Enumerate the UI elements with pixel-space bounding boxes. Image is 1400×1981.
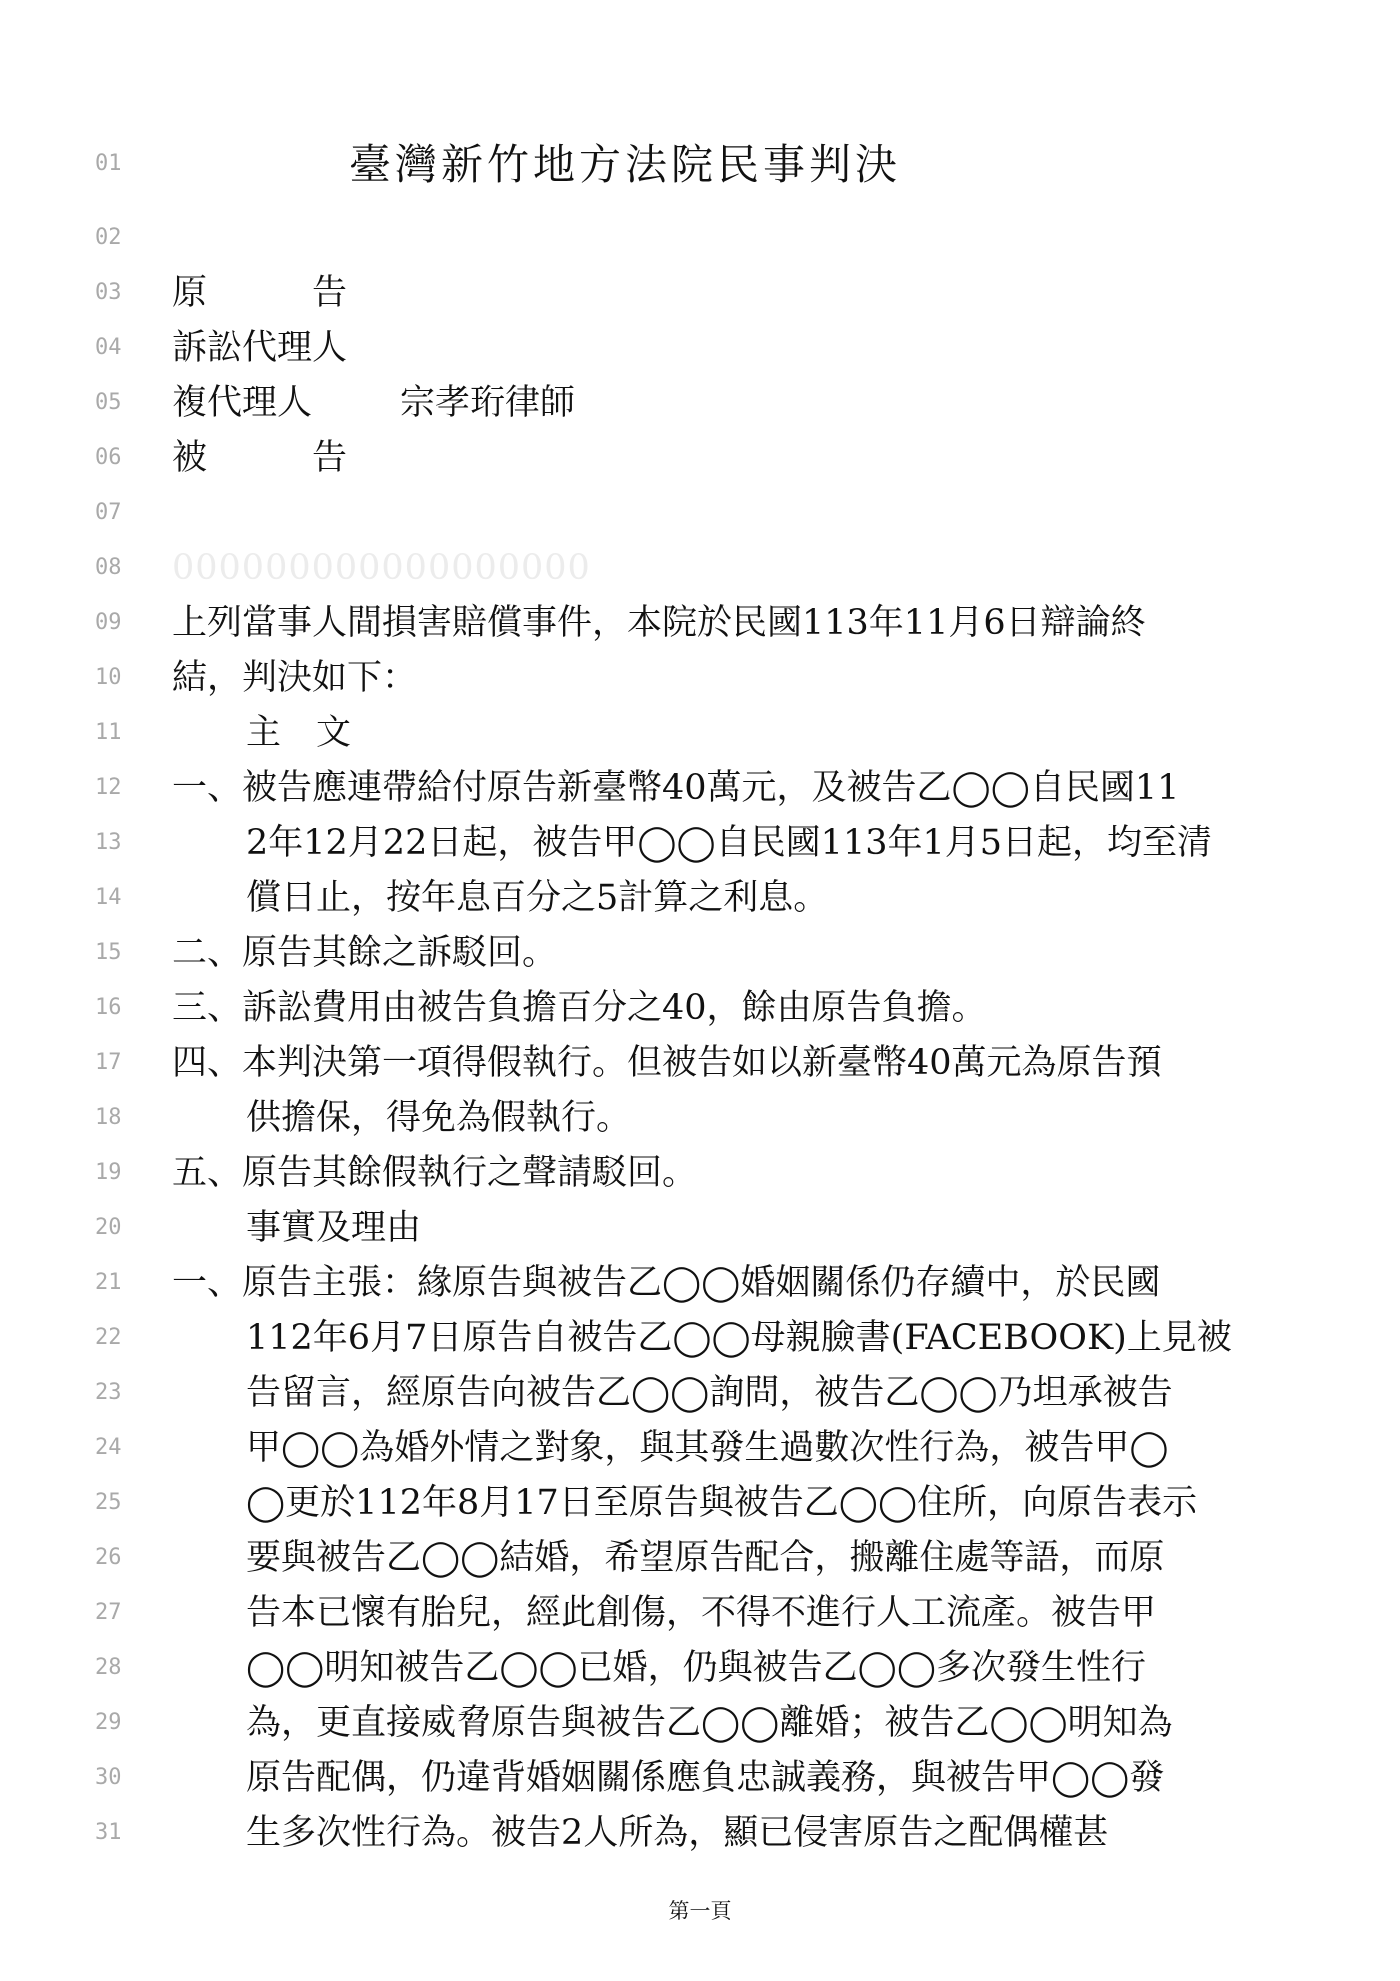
line-number: 17: [95, 1050, 122, 1075]
line-number: 02: [95, 225, 122, 250]
line-12: [0, 761, 1400, 816]
line-number: 29: [95, 1710, 122, 1735]
line-15: [0, 926, 1400, 981]
line-number: 21: [95, 1270, 122, 1295]
line-22: [0, 1311, 1400, 1366]
line-number: 31: [95, 1820, 122, 1845]
line-number: 14: [95, 885, 122, 910]
line-number: 01: [95, 151, 122, 176]
body-text: 2年12月22日起，被告甲◯◯自民國113年1月5日起，均至清: [246, 823, 1213, 863]
line-number: 19: [95, 1160, 122, 1185]
line-number: 22: [95, 1325, 122, 1350]
line-number: 25: [95, 1490, 122, 1515]
body-text: 原告配偶，仍違背婚姻關係應負忠誠義務，與被告甲◯◯發: [246, 1758, 1165, 1798]
line-number: 07: [95, 500, 122, 525]
line-09: [0, 596, 1400, 651]
party-defendant-label: 被 告: [172, 438, 348, 478]
line-06: [0, 431, 1400, 486]
line-10: [0, 651, 1400, 706]
line-number: 05: [95, 390, 122, 415]
line-18: [0, 1091, 1400, 1146]
line-19: [0, 1146, 1400, 1201]
line-number: 28: [95, 1655, 122, 1680]
line-21: [0, 1256, 1400, 1311]
line-number: 16: [95, 995, 122, 1020]
body-text: 三、訴訟費用由被告負擔百分之40，餘由原告負擔。: [172, 988, 987, 1028]
section-heading-facts-reasons: 事實及理由: [246, 1208, 422, 1248]
body-text: 告留言，經原告向被告乙◯◯詢問，被告乙◯◯乃坦承被告: [246, 1373, 1173, 1413]
line-number: 18: [95, 1105, 122, 1130]
line-number: 20: [95, 1215, 122, 1240]
redacted-placeholder-text: 000000000000000000: [172, 548, 591, 588]
page-footer: 第一頁: [668, 1899, 732, 1923]
line-24: [0, 1421, 1400, 1476]
line-23: [0, 1366, 1400, 1421]
line-25: [0, 1476, 1400, 1531]
body-text: 償日止，按年息百分之5計算之利息。: [246, 878, 829, 918]
body-text: 供擔保，得免為假執行。: [246, 1098, 632, 1138]
line-number: 27: [95, 1600, 122, 1625]
line-number: 13: [95, 830, 122, 855]
party-plaintiff-label: 原 告: [172, 273, 348, 313]
body-text: ◯更於112年8月17日至原告與被告乙◯◯住所，向原告表示: [246, 1483, 1198, 1523]
line-16: [0, 981, 1400, 1036]
document-title: 臺灣新竹地方法院民事判決: [348, 140, 901, 189]
body-text: 一、被告應連帶給付原告新臺幣40萬元，及被告乙◯◯自民國11: [172, 768, 1180, 808]
line-29: [0, 1696, 1400, 1751]
line-number: 26: [95, 1545, 122, 1570]
body-text: 上列當事人間損害賠償事件，本院於民國113年11月6日辯論終: [172, 603, 1146, 643]
party-sub-attorney-label: 複代理人: [172, 383, 313, 423]
party-attorney-label: 訴訟代理人: [172, 328, 348, 368]
body-text: 要與被告乙◯◯結婚，希望原告配合，搬離住處等語，而原: [246, 1538, 1165, 1578]
section-heading-main-text: 主 文: [246, 713, 352, 753]
line-number: 04: [95, 335, 122, 360]
body-text: 生多次性行為。被告2人所為，顯已侵害原告之配偶權甚: [246, 1813, 1109, 1853]
line-14: [0, 871, 1400, 926]
body-text: 112年6月7日原告自被告乙◯◯母親臉書(FACEBOOK)上見被: [246, 1318, 1232, 1358]
body-text: 二、原告其餘之訴駁回。: [172, 933, 558, 973]
line-number: 08: [95, 555, 122, 580]
line-08: [0, 541, 1400, 596]
line-number: 30: [95, 1765, 122, 1790]
line-04: [0, 321, 1400, 376]
line-27: [0, 1586, 1400, 1641]
line-07: [0, 486, 1400, 541]
line-02: [0, 211, 1400, 266]
line-05: [0, 376, 1400, 431]
line-31: [0, 1806, 1400, 1861]
line-number: 11: [95, 720, 122, 745]
line-03: [0, 266, 1400, 321]
body-text: 五、原告其餘假執行之聲請駁回。: [172, 1153, 698, 1193]
line-30: [0, 1751, 1400, 1806]
line-26: [0, 1531, 1400, 1586]
line-17: [0, 1036, 1400, 1091]
line-number: 09: [95, 610, 122, 635]
body-text: 四、本判決第一項得假執行。但被告如以新臺幣40萬元為原告預: [172, 1043, 1162, 1083]
line-28: [0, 1641, 1400, 1696]
line-number: 23: [95, 1380, 122, 1405]
line-20: [0, 1201, 1400, 1256]
line-number: 24: [95, 1435, 122, 1460]
body-text: ◯◯明知被告乙◯◯已婚，仍與被告乙◯◯多次發生性行: [246, 1648, 1147, 1688]
line-number: 10: [95, 665, 122, 690]
line-number: 03: [95, 280, 122, 305]
body-text: 甲◯◯為婚外情之對象，與其發生過數次性行為，被告甲◯: [246, 1428, 1169, 1468]
line-number: 06: [95, 445, 122, 470]
line-01: [0, 137, 1400, 192]
body-text: 告本已懷有胎兒，經此創傷，不得不進行人工流產。被告甲: [246, 1593, 1157, 1633]
line-number: 12: [95, 775, 122, 800]
body-text: 一、原告主張：緣原告與被告乙◯◯婚姻關係仍存續中，於民國: [172, 1263, 1161, 1303]
body-text: 為，更直接威脅原告與被告乙◯◯離婚；被告乙◯◯明知為: [246, 1703, 1173, 1743]
line-number: 15: [95, 940, 122, 965]
line-11: [0, 706, 1400, 761]
body-text: 結，判決如下：: [172, 658, 418, 698]
party-sub-attorney-name: 宗孝珩律師: [400, 383, 576, 423]
line-13: [0, 816, 1400, 871]
